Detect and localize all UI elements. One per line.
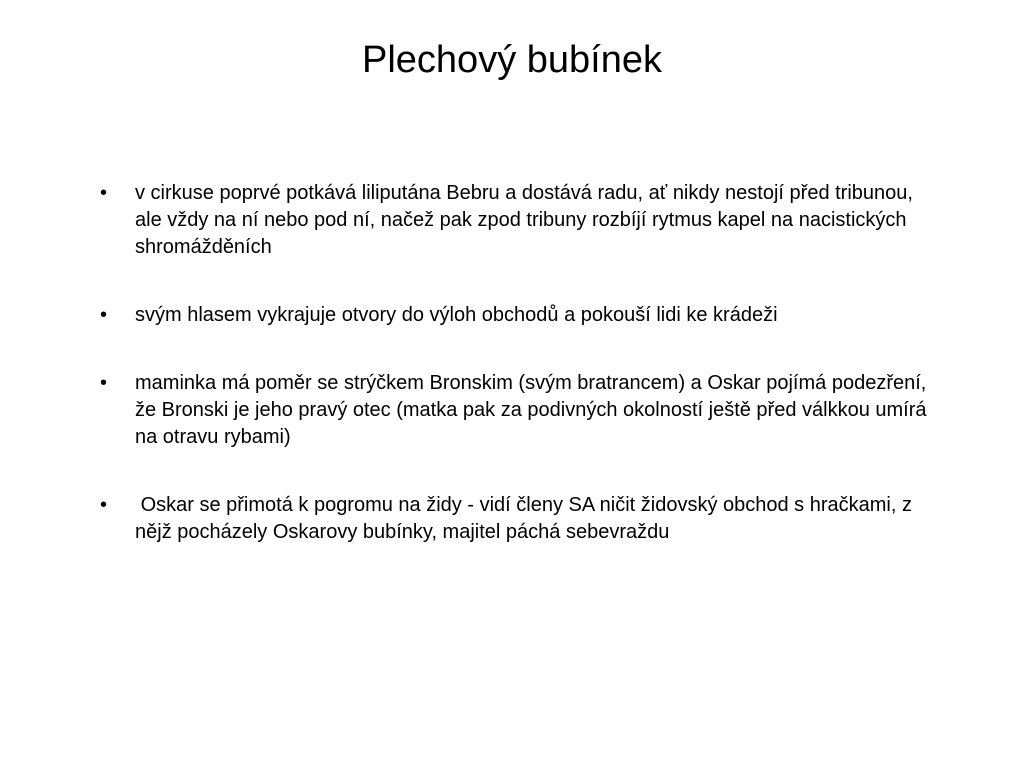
bullet-list [100,180,933,587]
slide-title: Plechový bubínek [362,39,662,81]
bullet-text: maminka má poměr se strýčkem Bronskim (svým bratrancem) a Oskar pojímá podezření, že Bronski je jeho pravý otec (matka pak za podivných okolností ještě před válkkou umírá na otravu rybami) [135,372,933,448]
bullet-icon: • [100,304,108,326]
bullet-item [100,370,933,451]
bullet-item [100,302,930,329]
bullet-icon: • [100,182,108,204]
bullet-text: svým hlasem vykrajuje otvory do výloh obchodů a pokouší lidi ke krádeži [135,304,778,326]
bullet-text: Oskar se přimotá k pogromu na židy - vidí členy SA ničit židovský obchod s hračkami, z nějž pocházely Oskarovy bubínky, majitel páchá sebevraždu [135,494,918,543]
bullet-icon: • [100,494,108,516]
bullet-item [100,180,930,261]
bullet-icon: • [100,372,108,394]
bullet-item [100,492,930,546]
bullet-text: v cirkuse poprvé potkává liliputána Bebru a dostává radu, ať nikdy nestojí před tribunou, ale vždy na ní nebo pod ní, načež pak zpod tribuny rozbíjí rytmus kapel na nacistických shromážděních [135,182,919,258]
